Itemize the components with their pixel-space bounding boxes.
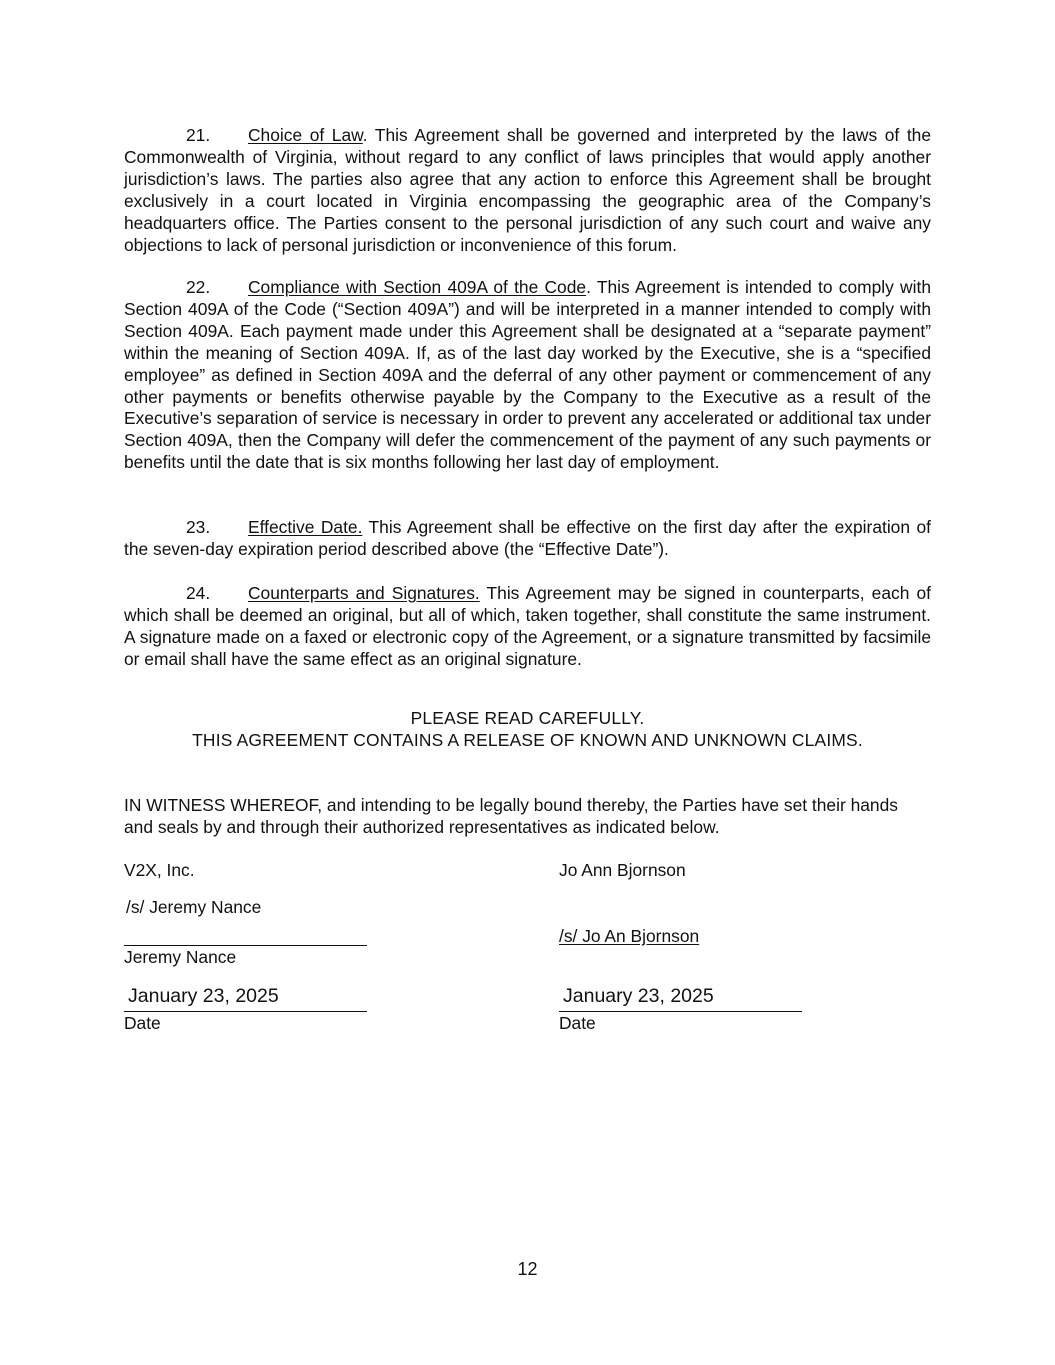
notice-line-2: THIS AGREEMENT CONTAINS A RELEASE OF KNOWN AND UNKNOWN CLAIMS. [192,729,863,750]
right-signature: /s/ Jo An Bjornson [559,926,700,946]
left-date-value: January 23, 2025 [128,985,279,1007]
section-23 [124,517,931,561]
section-number: 23. [186,517,211,537]
section-text: This Agreement may be signed in counterparts, each of which shall be deemed an original, but all of which, taken together, shall constitute the same instrument. A signature made on a faxed or electronic copy of the Agreement, or a signature transmitted by facsimile or email shall have the same effect as an original signature. [124,583,932,669]
section-heading: Effective Date. [248,517,363,537]
section-number: 21. [186,125,211,145]
left-signer-name: Jeremy Nance [124,947,237,967]
left-party-name: V2X, Inc. [124,860,195,880]
left-signature-line [124,945,367,946]
section-text: . This Agreement is intended to comply with Section 409A of the Code (“Section 409A”) and will be interpreted in a manner intended to comply with Section 409A. Each payment made under this Agreement shall be designated at a “separate payment” within the meaning of Section 409A. If, as of the last day worked by the Executive, she is a “specified employee” as defined in Section 409A and the deferral of any other payment or commencement of any other payments or benefits otherwise payable by the Company to the Executive as a result of the Executive’s separation of service is necessary in order to prevent any accelerated or additional tax under Section 409A, then the Company will defer the commencement of the payment of any such payments or benefits until the date that is six months following her last day of employment. [124,277,931,473]
section-number: 24. [186,583,211,603]
page-number: 12 [517,1259,538,1279]
section-22 [124,277,931,474]
right-date-value: January 23, 2025 [563,985,714,1007]
section-heading: Counterparts and Signatures. [248,583,480,603]
witness-clause: IN WITNESS WHEREOF, and intending to be legally bound thereby, the Parties have set their hands and seals by and through their authorized representatives as indicated below. [124,795,898,837]
section-number: 22. [186,277,211,297]
left-signature: /s/ Jeremy Nance [126,897,262,917]
notice-line-1: PLEASE READ CAREFULLY. [410,708,645,728]
left-date-label: Date [124,1013,161,1033]
right-date-label: Date [559,1013,596,1033]
section-text: . This Agreement shall be governed and interpreted by the laws of the Commonwealth of Virginia, without regard to any conflict of laws principles that would apply another jurisdiction’s laws. The parties also agree that any action to enforce this Agreement shall be brought exclusively in a court located in Virginia encompassing the geographic area of the Company’s headquarters office. The Parties consent to the personal jurisdiction of any such court and waive any objections to lack of personal jurisdiction or inconvenience of this forum. [124,125,931,255]
section-21 [124,125,931,256]
section-heading: Choice of Law [248,125,363,145]
section-text: This Agreement shall be effective on the first day after the expiration of the seven-day expiration period described above (the “Effective Date”). [124,517,931,559]
left-date-line [124,1011,367,1012]
right-date-line [559,1011,802,1012]
right-party-name: Jo Ann Bjornson [559,860,686,880]
section-24 [124,583,931,671]
release-notice [124,708,931,752]
section-heading: Compliance with Section 409A of the Code [248,277,587,297]
